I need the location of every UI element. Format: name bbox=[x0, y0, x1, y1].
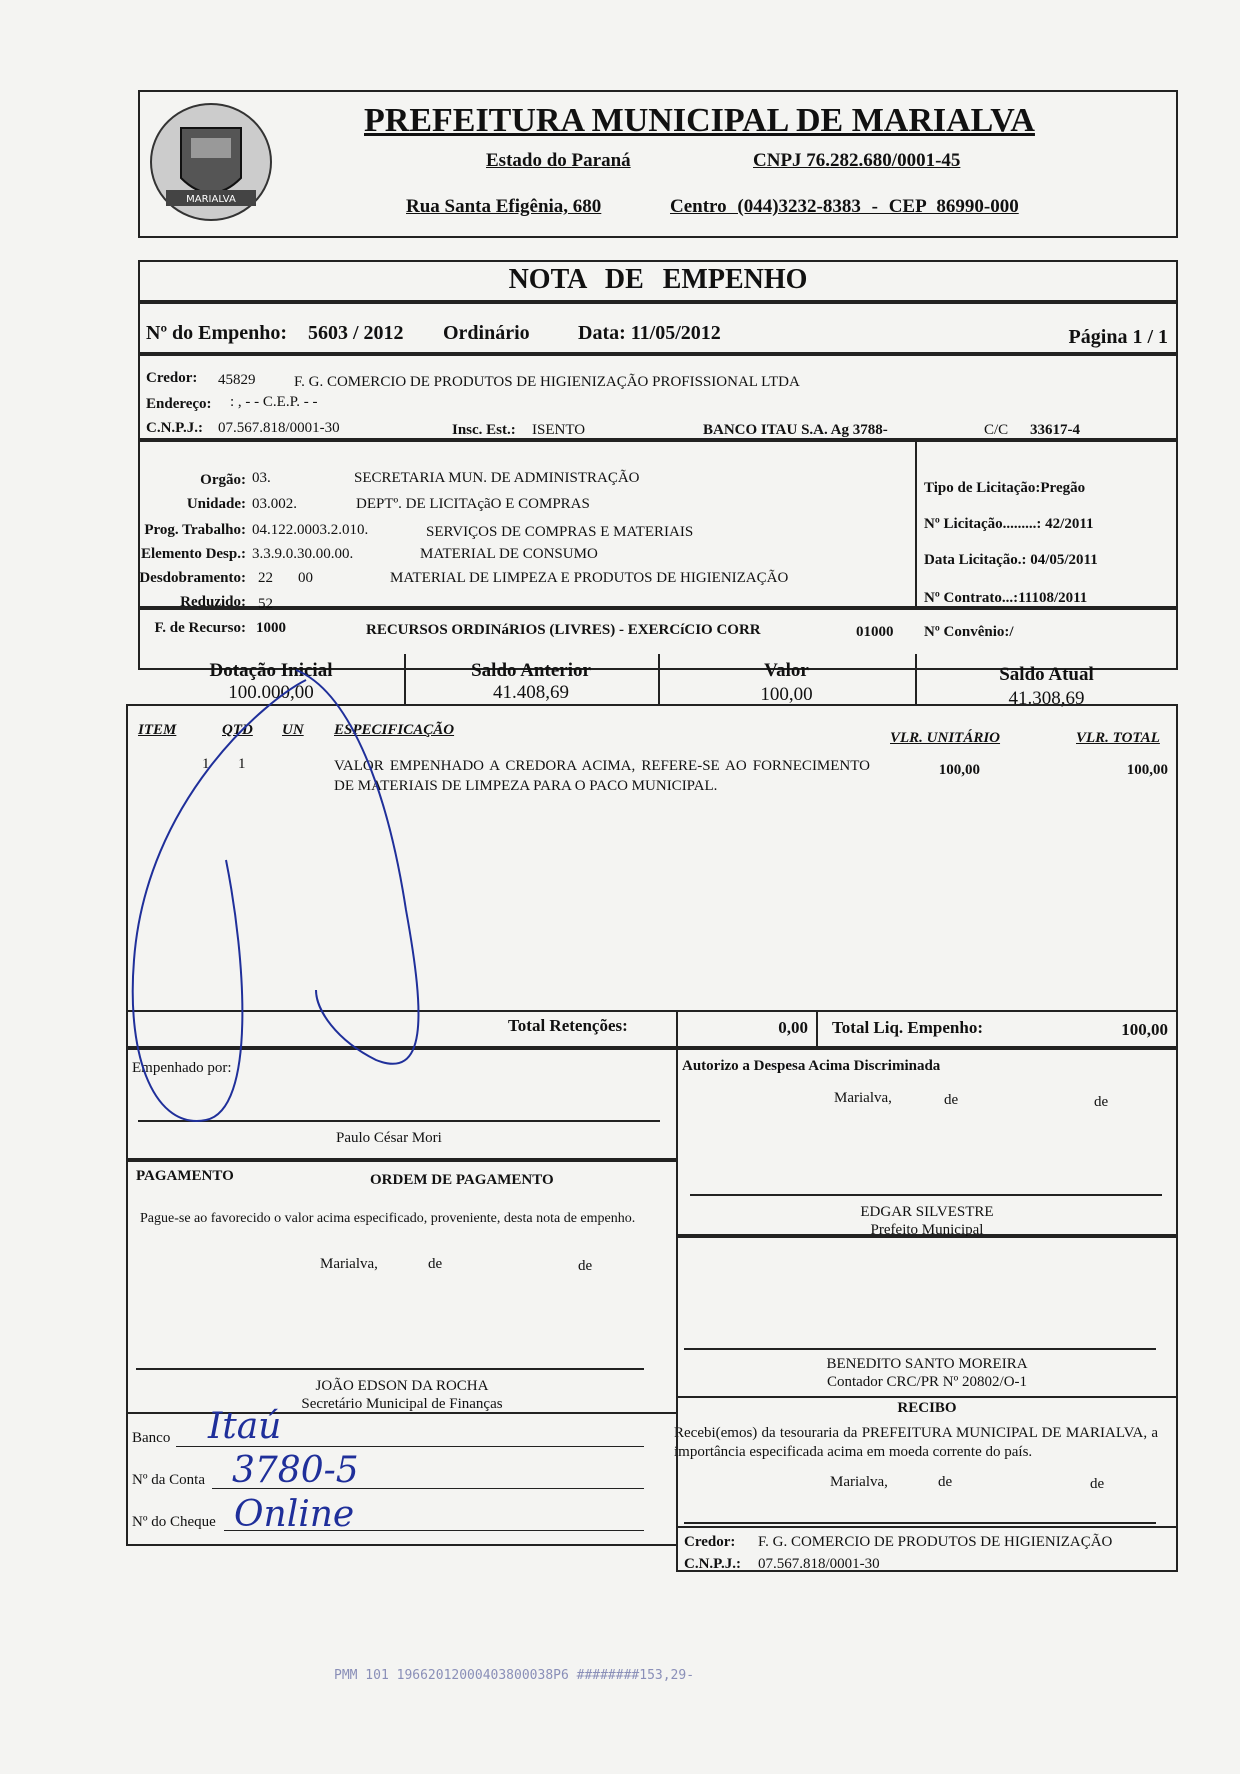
header-title: PREFEITURA MUNICIPAL DE MARIALVA bbox=[364, 102, 1035, 139]
col-total-header: VLR. TOTAL bbox=[1076, 730, 1160, 746]
recibo-cnpj-label: C.N.P.J.: bbox=[684, 1556, 741, 1572]
autorizo-de1: de bbox=[944, 1092, 959, 1108]
col-qtd-header: QTD bbox=[222, 722, 253, 738]
cc-label: C/C bbox=[984, 422, 1009, 438]
reduzido-value: 52 bbox=[258, 596, 273, 612]
banco-value: BANCO ITAU S.A. Ag 3788- bbox=[703, 422, 888, 438]
recurso-label: F. de Recurso: bbox=[154, 620, 246, 636]
recurso-code: 1000 bbox=[256, 620, 286, 636]
credor-code: 45829 bbox=[218, 372, 256, 388]
liq-label: Total Liq. Empenho: bbox=[832, 1018, 983, 1037]
licitacao-numero: Nº Licitação.........: 42/2011 bbox=[924, 516, 1094, 532]
recibo-label: RECIBO bbox=[897, 1400, 957, 1416]
row-unit: 100,00 bbox=[938, 762, 980, 778]
saldo-anterior-label: Saldo Anterior bbox=[471, 660, 591, 681]
dotacao-label: Dotação Inicial bbox=[209, 660, 333, 681]
credor-name: F. G. COMERCIO DE PRODUTOS DE HIGIENIZAÇÃO PROFISSIONAL LTDA bbox=[294, 374, 800, 390]
insc-value: ISENTO bbox=[532, 422, 586, 438]
pagamento-signer-role: Secretário Municipal de Finanças bbox=[301, 1396, 503, 1412]
unidade-code: 03.002. bbox=[252, 496, 297, 512]
unidade-label: Unidade: bbox=[186, 496, 246, 512]
elem-name: MATERIAL DE CONSUMO bbox=[420, 546, 598, 562]
recibo-de1: de bbox=[938, 1474, 953, 1490]
licitacao-data: Data Licitação.: 04/05/2011 bbox=[924, 552, 1098, 568]
empenhado-label: Empenhado por: bbox=[132, 1060, 232, 1076]
credor-label: Credor: bbox=[146, 370, 198, 386]
conta-handwriting: 3780-5 bbox=[232, 1450, 359, 1491]
saldo-atual-value: 41.308,69 bbox=[1008, 688, 1085, 709]
recibo-text: Recebi(emos) da tesouraria da PREFEITURA MUNICIPAL DE MARIALVA, a importância especificada acima em moeda corrente do país. bbox=[674, 1425, 1158, 1460]
col-item-header: ITEM bbox=[138, 722, 177, 738]
row-item: 1 bbox=[202, 756, 210, 772]
contador-role: Contador CRC/PR Nº 20802/O-1 bbox=[826, 1374, 1028, 1390]
header-cnpj: CNPJ 76.282.680/0001-45 bbox=[753, 150, 961, 171]
col-un-header: UN bbox=[282, 722, 304, 738]
empenho-page: Página 1 / 1 bbox=[1068, 326, 1168, 348]
pagamento-box bbox=[126, 1160, 678, 1414]
empenhado-name: Paulo César Mori bbox=[336, 1130, 442, 1146]
ordem-label: ORDEM DE PAGAMENTO bbox=[370, 1172, 554, 1188]
licitacao-convenio: Nº Convênio:/ bbox=[924, 624, 1014, 640]
empenho-number: 5603 / 2012 bbox=[308, 322, 404, 344]
recibo-de2: de bbox=[1090, 1476, 1105, 1492]
cc-value: 33617-4 bbox=[1030, 422, 1080, 438]
saldo-atual-label: Saldo Atual bbox=[999, 664, 1094, 685]
autorizo-label: Autorizo a Despesa Acima Discriminada bbox=[682, 1058, 941, 1074]
row-spec: VALOR EMPENHADO A CREDORA ACIMA, REFERE-SE AO FORNECIMENTO DE MATERIAIS DE LIMPEZA PARA O PACO MUNICIPAL. bbox=[334, 758, 870, 794]
pagamento-de2: de bbox=[578, 1258, 593, 1274]
col-spec-header: ESPECIFICAÇÃO bbox=[334, 722, 455, 738]
pen-scribble bbox=[126, 660, 526, 1140]
prog-name: SERVIÇOS DE COMPRAS E MATERIAIS bbox=[426, 524, 694, 540]
insc-label: Insc. Est.: bbox=[452, 422, 516, 438]
valor-value: 100,00 bbox=[760, 684, 813, 705]
contador-name: BENEDITO SANTO MOREIRA bbox=[826, 1356, 1028, 1372]
empenho-label: Nº do Empenho: bbox=[146, 322, 288, 344]
recibo-credor-label: Credor: bbox=[684, 1534, 736, 1550]
svg-text:MARIALVA: MARIALVA bbox=[186, 194, 236, 205]
licitacao-contrato: Nº Contrato...:11108/2011 bbox=[924, 590, 1088, 606]
header-address-rest: Centro (044)3232-8383 - CEP 86990-000 bbox=[670, 196, 1019, 217]
pagamento-de1: de bbox=[428, 1256, 443, 1272]
recibo-place: Marialva, bbox=[830, 1474, 888, 1490]
unidade-name: DEPTº. DE LICITAçãO E COMPRAS bbox=[356, 496, 590, 512]
footer-code: PMM 101 19662012000403800038P6 ########153,29- bbox=[334, 1668, 695, 1683]
autorizo-signer-role: Prefeito Municipal bbox=[870, 1222, 984, 1238]
saldo-anterior-value: 41.408,69 bbox=[493, 682, 569, 703]
prog-code: 04.122.0003.2.010. bbox=[252, 522, 369, 538]
desd-code: 22 bbox=[258, 570, 273, 586]
header-address: Rua Santa Efigênia, 680 bbox=[406, 196, 602, 217]
recurso-name: RECURSOS ORDINáRIOS (LIVRES) - EXERCíCIO CORR bbox=[366, 622, 761, 638]
row-total: 100,00 bbox=[1126, 762, 1168, 778]
prog-label: Prog. Trabalho: bbox=[144, 522, 246, 538]
cnpj-label: C.N.P.J.: bbox=[146, 420, 203, 436]
endereco-label: Endereço: bbox=[146, 396, 212, 412]
recibo-credor: F. G. COMERCIO DE PRODUTOS DE HIGIENIZAÇÃO bbox=[758, 1534, 1113, 1550]
elem-label: Elemento Desp.: bbox=[141, 546, 246, 562]
empenho-type: Ordinário bbox=[443, 322, 530, 344]
dotacao-value: 100.000,00 bbox=[228, 682, 314, 703]
banco-handwriting: Itaú bbox=[208, 1406, 282, 1447]
autorizo-signer: EDGAR SILVESTRE bbox=[860, 1204, 994, 1220]
desd-name: MATERIAL DE LIMPEZA E PRODUTOS DE HIGIENIZAÇÃO bbox=[390, 570, 789, 586]
col-unit-header: VLR. UNITÁRIO bbox=[890, 730, 1001, 746]
cnpj-value: 07.567.818/0001-30 bbox=[218, 420, 340, 436]
retencoes-value: 0,00 bbox=[778, 1018, 808, 1037]
orgao-label: Orgão: bbox=[200, 472, 246, 488]
cheque-label: Nº do Cheque bbox=[132, 1514, 216, 1530]
recurso-code2: 01000 bbox=[856, 624, 894, 640]
elem-code: 3.3.9.0.30.00.00. bbox=[252, 546, 354, 562]
doc-title: NOTA DE EMPENHO bbox=[508, 264, 808, 295]
endereco-value: : , - - C.E.P. - - bbox=[230, 394, 318, 410]
cheque-handwriting: Online bbox=[234, 1494, 355, 1535]
reduzido-label: Reduzido: bbox=[180, 594, 246, 610]
banco-label: Banco bbox=[132, 1430, 171, 1446]
retencoes-label: Total Retenções: bbox=[508, 1016, 628, 1035]
pagamento-place: Marialva, bbox=[320, 1256, 378, 1272]
pagamento-signer: JOÃO EDSON DA ROCHA bbox=[315, 1378, 489, 1394]
licitacao-tipo: Tipo de Licitação:Pregão bbox=[924, 480, 1086, 496]
conta-label: Nº da Conta bbox=[132, 1472, 205, 1488]
desd-label: Desdobramento: bbox=[139, 570, 246, 586]
coat-of-arms bbox=[146, 98, 276, 226]
autorizo-de2: de bbox=[1094, 1094, 1109, 1110]
pagamento-text: Pague-se ao favorecido o valor acima especificado, proveniente, desta nota de empenho. bbox=[140, 1211, 636, 1226]
pagamento-label: PAGAMENTO bbox=[136, 1168, 234, 1184]
row-qtd: 1 bbox=[238, 756, 246, 772]
header-state: Estado do Paraná bbox=[486, 150, 631, 171]
orgao-name: SECRETARIA MUN. DE ADMINISTRAÇÃO bbox=[354, 470, 640, 486]
autorizo-place: Marialva, bbox=[834, 1090, 892, 1106]
recibo-credor-box bbox=[676, 1528, 1178, 1572]
orgao-code: 03. bbox=[252, 470, 271, 486]
liq-value: 100,00 bbox=[1121, 1020, 1168, 1039]
recibo-cnpj: 07.567.818/0001-30 bbox=[758, 1556, 880, 1572]
desd-code2: 00 bbox=[298, 570, 313, 586]
empenho-date: Data: 11/05/2012 bbox=[578, 322, 721, 344]
valor-label: Valor bbox=[764, 660, 809, 681]
